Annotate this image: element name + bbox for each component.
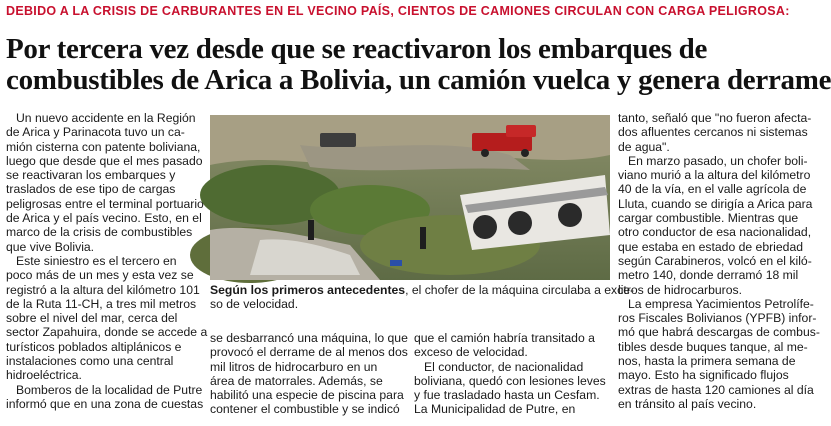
text-line: La empresa Yacimientos Petrolífe- bbox=[628, 296, 814, 311]
text-line: mil litros de hidrocarburo en un bbox=[210, 359, 378, 374]
text-line: Bomberos de la localidad de Putre bbox=[16, 382, 203, 397]
text-line: poco más de un mes y esta vez se bbox=[6, 268, 194, 283]
column-3 bbox=[414, 331, 610, 417]
text-line: de Arica y Parinacota tuvo un ca- bbox=[6, 125, 185, 140]
text-line: registró a la altura del kilómetro 101 bbox=[6, 282, 200, 297]
text-line: tanto, señaló que "no fueron afecta- bbox=[618, 111, 812, 125]
text-line: boliviana, quedó con lesiones leves bbox=[414, 373, 606, 388]
caption-text-1: , el chofer de la máquina circulaba a exce- bbox=[405, 283, 635, 297]
text-line: marco de la crisis de combustibles bbox=[6, 225, 193, 240]
text-line: cargar combustible. Mientras que bbox=[618, 211, 799, 226]
text-line: informó que en una zona de cuestas bbox=[6, 396, 204, 411]
text-line: provocó el derrame de al menos dos bbox=[210, 345, 408, 360]
text-line: mayo. Esto ha significado flujos bbox=[618, 368, 789, 383]
text-line: luego que desde que el mes pasado bbox=[6, 153, 203, 168]
text-line: se desbarrancó una máquina, lo que bbox=[210, 331, 408, 345]
text-line: nos, hasta la primera semana de bbox=[618, 354, 796, 369]
headline-line-1: Por tercera vez desde que se reactivaron los embarques de bbox=[6, 33, 708, 65]
text-line: litros de hidrocarburos. bbox=[618, 282, 742, 297]
text-line: viano murió a la altura del kilómetro bbox=[618, 168, 811, 183]
text-line: en tránsito al país vecino. bbox=[618, 396, 757, 411]
text-line: de agua". bbox=[618, 139, 670, 154]
photo-credit: CEDIDA bbox=[810, 353, 817, 383]
text-line: y fue trasladado hasta un Cesfam. bbox=[414, 388, 600, 403]
text-line: dos afluentes cercanos ni sistemas bbox=[618, 125, 808, 140]
text-line: extras de hasta 120 camiones al día bbox=[618, 382, 814, 397]
text-line: Este siniestro es el tercero en bbox=[16, 253, 177, 268]
text-line: Un nuevo accidente en la Región bbox=[16, 111, 196, 125]
text-line: que vive Bolivia. bbox=[6, 239, 95, 254]
text-line: otro conductor de esa nacionalidad, bbox=[618, 225, 812, 240]
caption-text-2: so de velocidad. bbox=[210, 297, 299, 312]
caption-lead: Según los primeros antecedentes bbox=[210, 283, 406, 297]
text-line: mó que habrá descargas de combus- bbox=[618, 325, 820, 340]
text-line: Lluta, cuando se dirigía a Arica para bbox=[618, 196, 813, 211]
text-line: exceso de velocidad. bbox=[414, 345, 528, 360]
text-line: de la Ruta 11-CH, a tres mil metros bbox=[6, 296, 197, 311]
text-line: ros Fiscales Bolivianos (YPFB) infor- bbox=[618, 311, 817, 326]
headline-line-2: combustibles de Arica a Bolivia, un camión vuelca y genera derrame bbox=[6, 64, 831, 96]
column-1 bbox=[6, 111, 208, 411]
text-line: habilitó una especie de piscina para bbox=[210, 388, 404, 403]
text-line: hidroeléctrica. bbox=[6, 368, 82, 383]
text-line: contener el combustible y se indicó bbox=[210, 402, 400, 417]
text-line: En marzo pasado, un chofer boli- bbox=[628, 153, 808, 168]
text-line: mión cisterna con patente boliviana, bbox=[6, 139, 201, 154]
text-line: turísticos poblados altiplánicos e bbox=[6, 339, 182, 354]
photo-illustration bbox=[210, 115, 610, 280]
text-line: peligrosas entre el terminal portuario bbox=[6, 196, 204, 211]
headline bbox=[6, 33, 831, 96]
text-line: El conductor, de nacionalidad bbox=[424, 359, 584, 374]
text-line: que estaba en estado de ebriedad bbox=[618, 239, 803, 254]
text-line: según Carabineros, volcó en el kiló- bbox=[618, 253, 812, 268]
photo-caption bbox=[210, 283, 635, 312]
text-line: de Arica y el país vecino. Esto, en el bbox=[6, 211, 202, 226]
text-line: se reactivaran los embarques y bbox=[6, 168, 176, 183]
text-line: tibles desde buques tanque, al me- bbox=[618, 339, 808, 354]
text-line: 40 de la vía, en el valle agrícola de bbox=[618, 182, 807, 197]
text-line: metro 140, donde derramó 18 mil bbox=[618, 268, 799, 283]
text-line: sobre el nivel del mar, cerca del bbox=[6, 311, 178, 326]
text-line: instalaciones como una central bbox=[6, 354, 174, 369]
text-line: sector Zapahuira, donde se accede a bbox=[6, 325, 208, 340]
text-line: área de matorrales. Además, se bbox=[210, 373, 383, 388]
text-line: que el camión habría transitado a bbox=[414, 331, 595, 345]
text-line: La Municipalidad de Putre, en bbox=[414, 402, 576, 417]
column-2 bbox=[210, 331, 406, 417]
kicker: DEBIDO A LA CRISIS DE CARBURANTES EN EL VECINO PAÍS, CIENTOS DE CAMIONES CIRCULAN CON CARGA PELIGROSA: bbox=[6, 4, 790, 18]
text-line: traslados de ese tipo de cargas bbox=[6, 182, 176, 197]
